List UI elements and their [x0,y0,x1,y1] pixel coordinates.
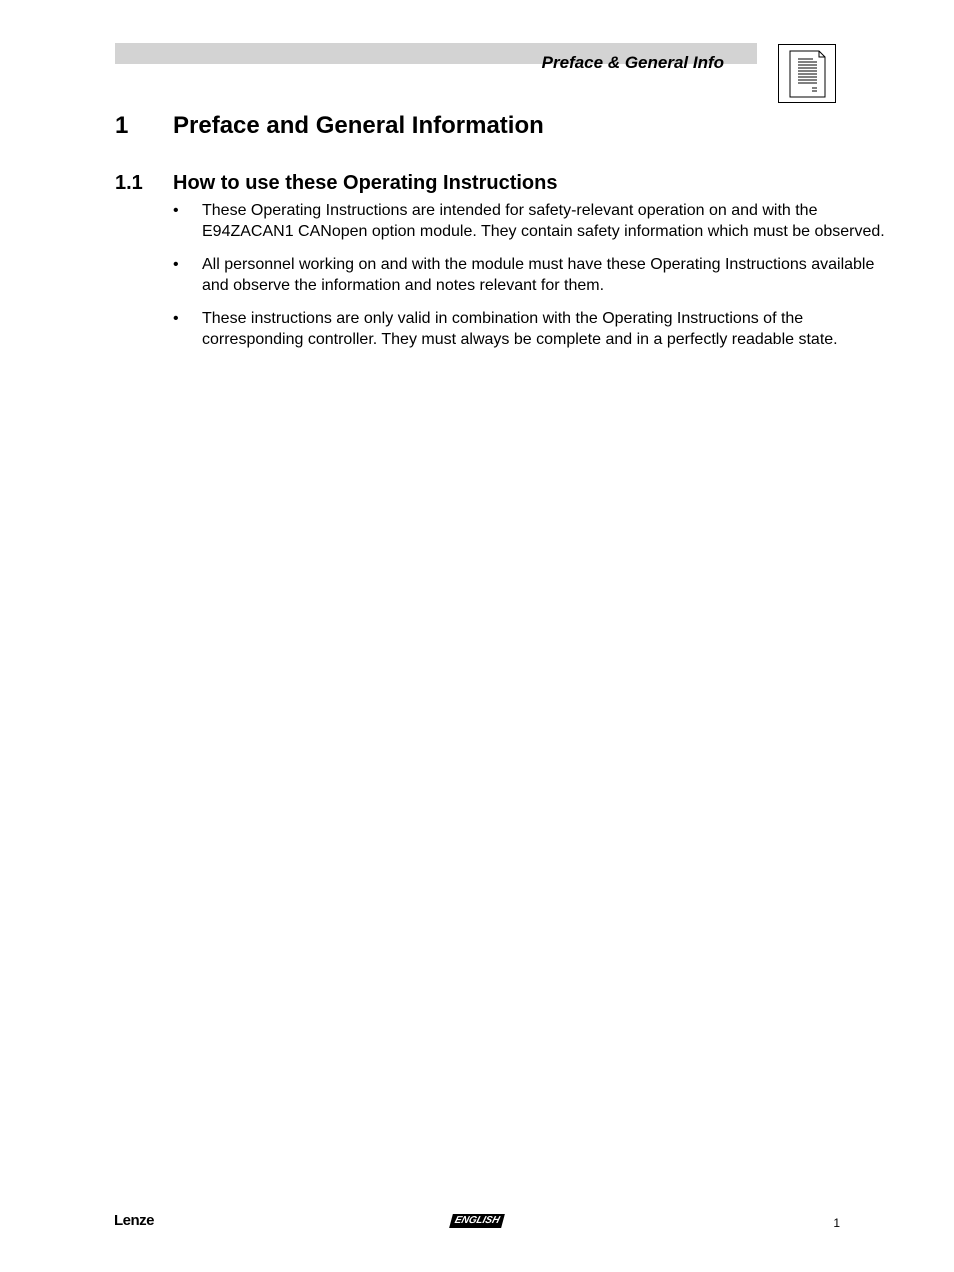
chapter-title: Preface and General Information [173,112,544,139]
bullet-item [173,200,893,242]
bullet-text: All personnel working on and with the module must have these Operating Instructions available and observe the information and notes relevant for them. [202,256,875,294]
bullet-icon: • [173,256,179,273]
bullet-item [173,254,893,296]
bullet-text: These Operating Instructions are intended for safety-relevant operation on and with the E94ZACAN1 CANopen option module. They contain safety information which must be observed. [202,202,885,240]
chapter-number: 1 [115,112,129,139]
bullet-icon: • [173,310,179,327]
document-icon [778,44,836,103]
bullet-item [173,308,893,350]
language-badge: ENGLISH [449,1214,505,1228]
lenze-logo: Lenze [114,1212,155,1229]
section-number: 1.1 [115,172,143,194]
page-number: 1 [833,1216,840,1230]
section-title: How to use these Operating Instructions [173,172,558,194]
bullet-list [173,200,893,362]
bullet-text: These instructions are only valid in combination with the Operating Instructions of the corresponding controller. They must always be complete and in a perfectly readable state. [202,310,838,348]
bullet-icon: • [173,202,179,219]
running-header-title: Preface & General Info [541,53,724,72]
